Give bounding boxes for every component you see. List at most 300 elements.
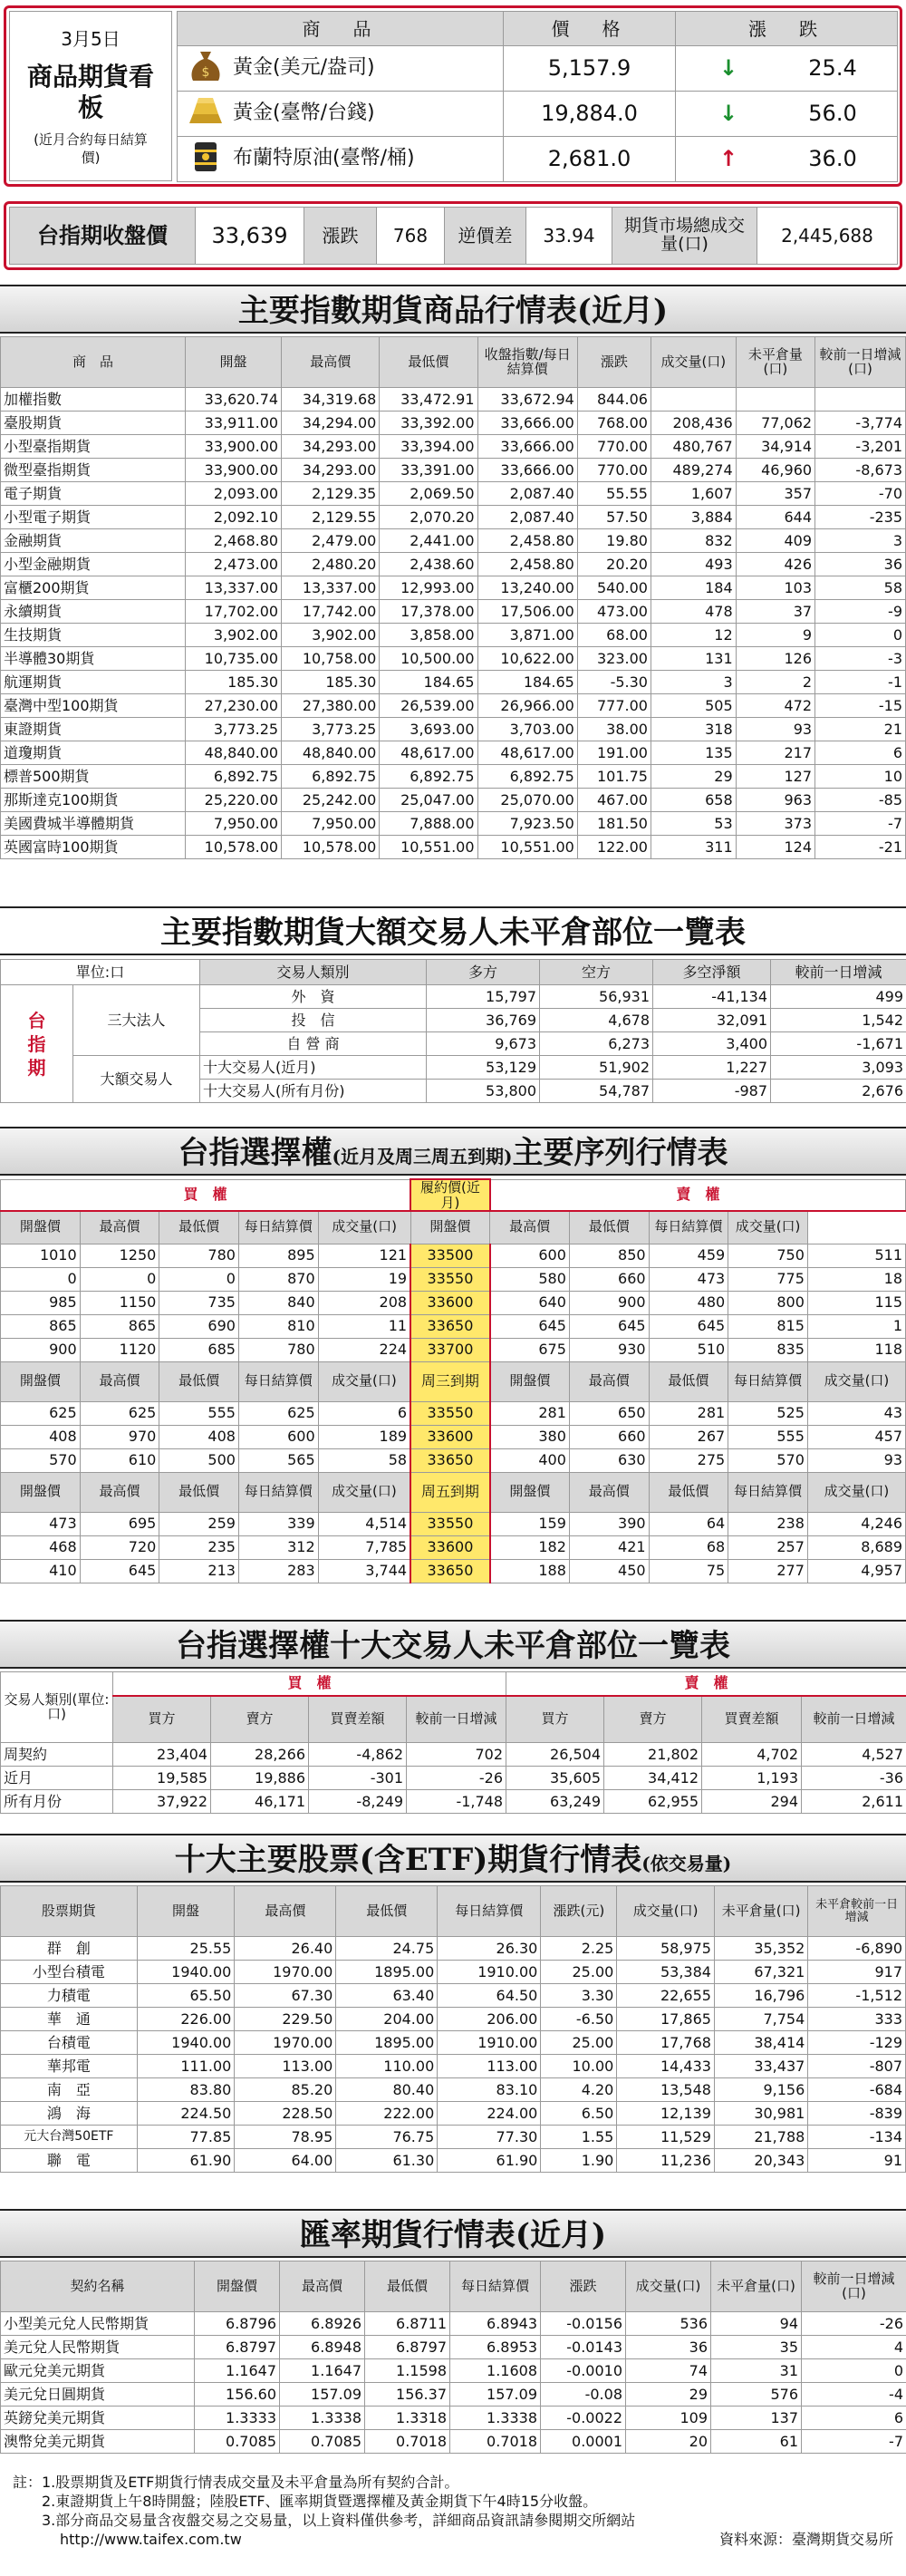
cell-value: 2,069.50 <box>380 482 477 506</box>
contract-name: 美元兌日圓期貨 <box>1 2383 195 2407</box>
product-name: 生技期貨 <box>1 624 186 647</box>
cell-value: 459 <box>649 1244 728 1267</box>
col-header: 開盤價 <box>490 1472 570 1512</box>
cell-value: 61.90 <box>438 2149 541 2173</box>
cell-value: 13,240.00 <box>477 576 577 600</box>
taiex-change-value: 768 <box>377 208 445 265</box>
cell-value: 499 <box>771 985 906 1009</box>
cell-value: 17,768 <box>617 2031 715 2055</box>
col-header: 每日結算價 <box>438 1886 541 1937</box>
col-header: 開盤價 <box>195 2261 280 2312</box>
col-header: 未平倉量(口) <box>711 2261 802 2312</box>
cell-value: 13,337.00 <box>185 576 281 600</box>
col-header: 最高價 <box>280 2261 365 2312</box>
cell-value: 1120 <box>80 1338 159 1361</box>
col-price: 價 格 <box>504 12 676 46</box>
cell-value: 76.75 <box>336 2126 438 2149</box>
cell-value: 555 <box>159 1401 239 1425</box>
cell-value: 7,888.00 <box>380 812 477 836</box>
cell-value: 3,773.25 <box>185 718 281 741</box>
cell-value: 373 <box>736 812 814 836</box>
cell-value: 83.80 <box>137 2078 235 2102</box>
col-header: 每日結算價 <box>450 2261 541 2312</box>
cell-value: 34,319.68 <box>282 388 380 412</box>
cell-value: 333 <box>808 2008 906 2031</box>
commodity-name: 布蘭特原油(臺幣/桶) <box>233 147 415 170</box>
cell-value: 34,293.00 <box>282 435 380 459</box>
cell-value: 2,676 <box>771 1080 906 1103</box>
product-name: 微型臺指期貨 <box>1 459 186 482</box>
cell-value: -1,748 <box>407 1790 506 1814</box>
col-header: 開盤價 <box>490 1361 570 1401</box>
cell-value: 3,858.00 <box>380 624 477 647</box>
cell-value: 450 <box>569 1559 649 1583</box>
product-name: 美國費城半導體期貨 <box>1 812 186 836</box>
up-arrow-icon: ↑ <box>718 146 738 172</box>
cell-value: 2,480.20 <box>282 553 380 576</box>
cell-value: -839 <box>808 2102 906 2126</box>
product-name: 小型電子期貨 <box>1 506 186 529</box>
cell-value: 3,693.00 <box>380 718 477 741</box>
col-header: 較前一日增減 <box>802 1696 906 1743</box>
cell-value: 8,689 <box>807 1535 905 1559</box>
col-header: 最低價 <box>569 1211 649 1244</box>
cell-value: 2,458.80 <box>477 529 577 553</box>
cell-value: 0 <box>802 2359 906 2383</box>
gold-bag-icon <box>188 46 224 90</box>
table-row <box>1 2102 906 2126</box>
stock-name: 力積電 <box>1 1984 138 2008</box>
cell-value: 625 <box>238 1401 318 1425</box>
cell-value: 35 <box>711 2336 802 2359</box>
cell-value: 25,220.00 <box>185 789 281 812</box>
cell-value: 536 <box>626 2312 711 2336</box>
cell-value: 91 <box>808 2149 906 2173</box>
product-name: 富櫃200期貨 <box>1 576 186 600</box>
group-label: 大額交易人 <box>73 1056 200 1103</box>
cell-value: 2,087.40 <box>477 482 577 506</box>
down-arrow-icon: ↓ <box>718 101 738 127</box>
table-row <box>1 2126 906 2149</box>
cell-value: 63.40 <box>336 1984 438 2008</box>
cell-value: 457 <box>807 1425 905 1448</box>
product-name: 那斯達克100期貨 <box>1 789 186 812</box>
cell-value: 2,070.20 <box>380 506 477 529</box>
cell-value: 235 <box>159 1535 239 1559</box>
col-header: 較前一日增減 <box>407 1696 506 1743</box>
cell-value: 17,506.00 <box>477 600 577 624</box>
col-header: 成交量(口) <box>318 1361 410 1401</box>
product-name: 航運期貨 <box>1 671 186 694</box>
cell-value: 17,702.00 <box>185 600 281 624</box>
cell-value: 0 <box>80 1267 159 1291</box>
col-header: 最高價 <box>569 1361 649 1401</box>
cell-value: 4,957 <box>807 1559 905 1583</box>
cell-value: 511 <box>807 1244 905 1267</box>
cell-value: 33,620.74 <box>185 388 281 412</box>
cell-value: 645 <box>490 1314 570 1338</box>
table-row <box>1 553 906 576</box>
cell-value: 1.1598 <box>365 2359 450 2383</box>
cell-value: 35,352 <box>714 1937 807 1961</box>
cell-value: 6,892.75 <box>185 765 281 789</box>
table-row <box>1 2383 906 2407</box>
cell-value: -70 <box>815 482 906 506</box>
cell-value: 3,773.25 <box>282 718 380 741</box>
table-row <box>1 388 906 412</box>
cell-value: 58 <box>318 1448 410 1472</box>
cell-value: 1895.00 <box>336 1961 438 1984</box>
cell-value: 10,500.00 <box>380 647 477 671</box>
cell-value: 48,840.00 <box>282 741 380 765</box>
cell-value: 312 <box>238 1535 318 1559</box>
col-header: 開盤價 <box>1 1472 81 1512</box>
cell-value: 58 <box>815 576 906 600</box>
cell-value: 156.60 <box>195 2383 280 2407</box>
cell-value: 1895.00 <box>336 2031 438 2055</box>
stock-name: 華 通 <box>1 2008 138 2031</box>
col-header: 最高價 <box>235 1886 336 1937</box>
cell-value: 1.1608 <box>450 2359 541 2383</box>
cell-value: 895 <box>238 1244 318 1267</box>
cell-value: 917 <box>808 1961 906 1984</box>
table-row <box>1 1448 906 1472</box>
cell-value: 600 <box>490 1244 570 1267</box>
cell-value: 6 <box>815 741 906 765</box>
cell-value: 0.7018 <box>450 2430 541 2454</box>
group-label: 三大法人 <box>73 985 200 1056</box>
cell-value: 850 <box>569 1244 649 1267</box>
cell-value: 2,611 <box>802 1790 906 1814</box>
cell-value: 115 <box>807 1291 905 1314</box>
cell-value: 35,605 <box>506 1767 604 1790</box>
cell-value: 3,884 <box>651 506 736 529</box>
cell-value: 410 <box>1 1559 81 1583</box>
cell-value: 257 <box>728 1535 808 1559</box>
col-header: 多方 <box>427 960 540 985</box>
put-header: 賣 權 <box>506 1672 906 1696</box>
cell-value: 46,171 <box>211 1790 309 1814</box>
cell-value: 15,797 <box>427 985 540 1009</box>
cell-value: -807 <box>808 2055 906 2078</box>
table-row <box>1 459 906 482</box>
cell-value: 19,585 <box>113 1767 211 1790</box>
contract-name: 歐元兌美元期貨 <box>1 2359 195 2383</box>
cell-value: 400 <box>490 1448 570 1472</box>
cell-value: 311 <box>651 836 736 859</box>
product-name: 道瓊期貨 <box>1 741 186 765</box>
cell-value: 277 <box>728 1559 808 1583</box>
cell-value: 267 <box>649 1425 728 1448</box>
section-title: 台指選擇權(近月及周三周五到期)主要序列行情表 <box>0 1127 906 1176</box>
cell-value: 840 <box>238 1291 318 1314</box>
cell-value: 224 <box>318 1338 410 1361</box>
cell-value: 20.20 <box>577 553 651 576</box>
cell-value: 6.8953 <box>450 2336 541 2359</box>
cell-value: 7,950.00 <box>185 812 281 836</box>
cell-value: 14,433 <box>617 2055 715 2078</box>
cell-value: 780 <box>238 1338 318 1361</box>
product-name: 電子期貨 <box>1 482 186 506</box>
cell-value: 770.00 <box>577 459 651 482</box>
cell-value: 17,742.00 <box>282 600 380 624</box>
col-header: 開盤 <box>185 337 281 388</box>
col-header: 契約名稱 <box>1 2261 195 2312</box>
cell-value: 103 <box>736 576 814 600</box>
cell-value: 33,911.00 <box>185 412 281 435</box>
cell-value: 570 <box>1 1448 81 1472</box>
cell-value: 6.8948 <box>280 2336 365 2359</box>
cell-value: 93 <box>736 718 814 741</box>
cell-value: 6.8797 <box>195 2336 280 2359</box>
cell-value: 224.00 <box>438 2102 541 2126</box>
table-row <box>1 2149 906 2173</box>
table-row <box>1 2312 906 2336</box>
col-header: 收盤指數/每日結算價 <box>477 337 577 388</box>
col-header: 成交量(口) <box>807 1361 905 1401</box>
cell-value: 48,840.00 <box>185 741 281 765</box>
cell-value: 473 <box>649 1267 728 1291</box>
col-header: 成交量(口) <box>651 337 736 388</box>
strike-price: 33600 <box>410 1425 490 1448</box>
cell-value: 408 <box>159 1425 239 1448</box>
commodity-price-table <box>177 11 898 182</box>
cell-value: 1,227 <box>653 1056 771 1080</box>
cell-value: 702 <box>407 1743 506 1767</box>
cell-value: 159 <box>490 1512 570 1535</box>
cell-value: 7,785 <box>318 1535 410 1559</box>
cell-value: 121 <box>318 1244 410 1267</box>
table-row <box>1 765 906 789</box>
cell-value: 64 <box>649 1512 728 1535</box>
cell-value: 963 <box>736 789 814 812</box>
cell-value: 34,293.00 <box>282 459 380 482</box>
cell-value: 900 <box>1 1338 81 1361</box>
cell-value: 644 <box>736 506 814 529</box>
cell-value: 630 <box>569 1448 649 1472</box>
col-header: 商 品 <box>1 337 186 388</box>
commodity-name: 黃金(臺幣/台錢) <box>233 102 375 125</box>
col-header: 漲跌(元) <box>541 1886 617 1937</box>
cell-value: 12,993.00 <box>380 576 477 600</box>
cell-value: 2,092.10 <box>185 506 281 529</box>
cell-value: -4,862 <box>309 1743 407 1767</box>
table-row <box>1 647 906 671</box>
table-row <box>1 812 906 836</box>
cell-value: 37 <box>736 600 814 624</box>
cell-value: 12,139 <box>617 2102 715 2126</box>
cell-value: 217 <box>736 741 814 765</box>
product-name: 小型臺指期貨 <box>1 435 186 459</box>
cell-value: 53,800 <box>427 1080 540 1103</box>
table-row <box>1 1559 906 1583</box>
cell-value: 188 <box>490 1559 570 1583</box>
col-header: 買賣差額 <box>702 1696 802 1743</box>
contract-name: 小型美元兌人民幣期貨 <box>1 2312 195 2336</box>
cell-value: 228.50 <box>235 2102 336 2126</box>
cell-value: 473 <box>1 1512 81 1535</box>
cell-value: 2 <box>736 671 814 694</box>
cell-value: 31 <box>711 2359 802 2383</box>
cell-value: 835 <box>728 1338 808 1361</box>
cell-value: 53,384 <box>617 1961 715 1984</box>
cell-value: 17,865 <box>617 2008 715 2031</box>
cell-value: 2,441.00 <box>380 529 477 553</box>
taiex-change-label: 漲跌 <box>304 208 377 265</box>
basis-value: 33.94 <box>526 208 612 265</box>
board-date: 3月5日 <box>61 28 120 50</box>
cell-value: 34,412 <box>604 1767 702 1790</box>
cell-value: 126 <box>736 647 814 671</box>
col-header: 未平倉較前一日增減 <box>808 1886 906 1937</box>
commodity-price: 2,681.0 <box>504 137 676 182</box>
col-header: 最低價 <box>365 2261 450 2312</box>
row-label: 近月 <box>1 1767 113 1790</box>
table-row <box>1 435 906 459</box>
cell-value: 10,735.00 <box>185 647 281 671</box>
website-link[interactable]: http://www.taifex.com.tw <box>60 2531 242 2548</box>
cell-value: 38.00 <box>577 718 651 741</box>
cell-value: 555 <box>728 1425 808 1448</box>
cell-value: -8,673 <box>815 459 906 482</box>
cell-value: -1,512 <box>808 1984 906 2008</box>
cell-value: 493 <box>651 553 736 576</box>
strike-price: 33650 <box>410 1448 490 1472</box>
options-series-table <box>0 1178 906 1583</box>
cell-value: 26,504 <box>506 1743 604 1767</box>
cell-value: 658 <box>651 789 736 812</box>
cell-value: 1,607 <box>651 482 736 506</box>
cell-value: 19.80 <box>577 529 651 553</box>
cell-value: 56,931 <box>540 985 653 1009</box>
cell-value: 74 <box>626 2359 711 2383</box>
cell-value: 339 <box>238 1512 318 1535</box>
footnotes <box>0 2469 906 2572</box>
cell-value: 640 <box>490 1291 570 1314</box>
cell-value: 25.00 <box>541 1961 617 1984</box>
cell-value: 770.00 <box>577 435 651 459</box>
cell-value: -85 <box>815 789 906 812</box>
cell-value: 11 <box>318 1314 410 1338</box>
col-header: 較前一日增減(口) <box>815 337 906 388</box>
cell-value: 695 <box>80 1512 159 1535</box>
oil-barrel-icon <box>188 137 224 180</box>
cell-value: 13,337.00 <box>282 576 380 600</box>
table-row <box>1 1961 906 1984</box>
cell-value: 690 <box>159 1314 239 1338</box>
cell-value: 46,960 <box>736 459 814 482</box>
cell-value: 68 <box>649 1535 728 1559</box>
cell-value: 3,093 <box>771 1056 906 1080</box>
cell-value: 33,666.00 <box>477 459 577 482</box>
cell-value: 33,666.00 <box>477 412 577 435</box>
cell-value: 27,380.00 <box>282 694 380 718</box>
cell-value: 318 <box>651 718 736 741</box>
strike-price: 33700 <box>410 1338 490 1361</box>
col-header: 交易人類別 <box>200 960 427 985</box>
side-label: 台指期 <box>1 985 73 1103</box>
cell-value: 238 <box>728 1512 808 1535</box>
cell-value: 33,666.00 <box>477 435 577 459</box>
col-header: 成交量(口) <box>807 1472 905 1512</box>
strike-price: 33500 <box>410 1244 490 1267</box>
data-source: 資料來源：臺灣期貨交易所 <box>718 2531 893 2548</box>
row-label: 所有月份 <box>1 1790 113 1814</box>
cell-value: 3,871.00 <box>477 624 577 647</box>
cell-value: 51,902 <box>540 1056 653 1080</box>
cell-value: 127 <box>736 765 814 789</box>
col-header: 較前一日增減(口) <box>802 2261 906 2312</box>
cell-value: 78.95 <box>235 2126 336 2149</box>
cell-value: 580 <box>490 1267 570 1291</box>
options-top10-table <box>0 1671 906 1814</box>
table-row <box>1 1425 906 1448</box>
section-title: 主要指數期貨商品行情表(近月) <box>0 285 906 334</box>
cell-value: 800 <box>728 1291 808 1314</box>
cell-value: -134 <box>808 2126 906 2149</box>
cell-value: 970 <box>80 1425 159 1448</box>
cell-value: 33,900.00 <box>185 435 281 459</box>
taiex-close-label: 台指期收盤價 <box>10 208 196 265</box>
cell-value: -15 <box>815 694 906 718</box>
cell-value: 10,551.00 <box>477 836 577 859</box>
cell-value: 33,472.91 <box>380 388 477 412</box>
col-header: 每日結算價 <box>238 1211 318 1244</box>
col-header: 最低價 <box>649 1472 728 1512</box>
cell-value: 780 <box>159 1244 239 1267</box>
cell-value: 184.65 <box>380 671 477 694</box>
cell-value: 6.8796 <box>195 2312 280 2336</box>
cell-value: 768.00 <box>577 412 651 435</box>
cell-value: -0.0010 <box>541 2359 626 2383</box>
down-arrow-icon: ↓ <box>718 55 738 82</box>
contract-name: 美元兌人民幣期貨 <box>1 2336 195 2359</box>
cell-value: -21 <box>815 836 906 859</box>
strike-header: 履約價(近月) <box>410 1179 490 1211</box>
commodity-name: 黃金(美元/盎司) <box>233 56 375 80</box>
cell-value: 1.55 <box>541 2126 617 2149</box>
cell-value: 1.3333 <box>195 2407 280 2430</box>
section-title: 台指選擇權十大交易人未平倉部位一覽表 <box>0 1620 906 1669</box>
cell-value: 93 <box>807 1448 905 1472</box>
cell-value: 43 <box>807 1401 905 1425</box>
cell-value: 13,548 <box>617 2078 715 2102</box>
table-row <box>1 1937 906 1961</box>
cell-value: 675 <box>490 1338 570 1361</box>
cell-value: 48,617.00 <box>380 741 477 765</box>
cell-value: 7,923.50 <box>477 812 577 836</box>
cell-value: 10,758.00 <box>282 647 380 671</box>
cell-value: 64.00 <box>235 2149 336 2173</box>
product-name: 加權指數 <box>1 388 186 412</box>
cell-value: 77.85 <box>137 2126 235 2149</box>
cell-value: 157.09 <box>450 2383 541 2407</box>
cell-value: -26 <box>407 1767 506 1790</box>
cell-value: 229.50 <box>235 2008 336 2031</box>
cell-value: 3,902.00 <box>282 624 380 647</box>
cell-value: 275 <box>649 1448 728 1472</box>
table-row <box>1 1743 906 1767</box>
col-header: 每日結算價 <box>238 1361 318 1401</box>
commodity-row <box>178 137 898 182</box>
put-header: 賣 權 <box>490 1179 906 1211</box>
cell-value: 510 <box>649 1338 728 1361</box>
cell-value: 26.40 <box>235 1937 336 1961</box>
cell-value: 467.00 <box>577 789 651 812</box>
cell-value: 540.00 <box>577 576 651 600</box>
table-row <box>1 741 906 765</box>
product-name: 半導體30期貨 <box>1 647 186 671</box>
